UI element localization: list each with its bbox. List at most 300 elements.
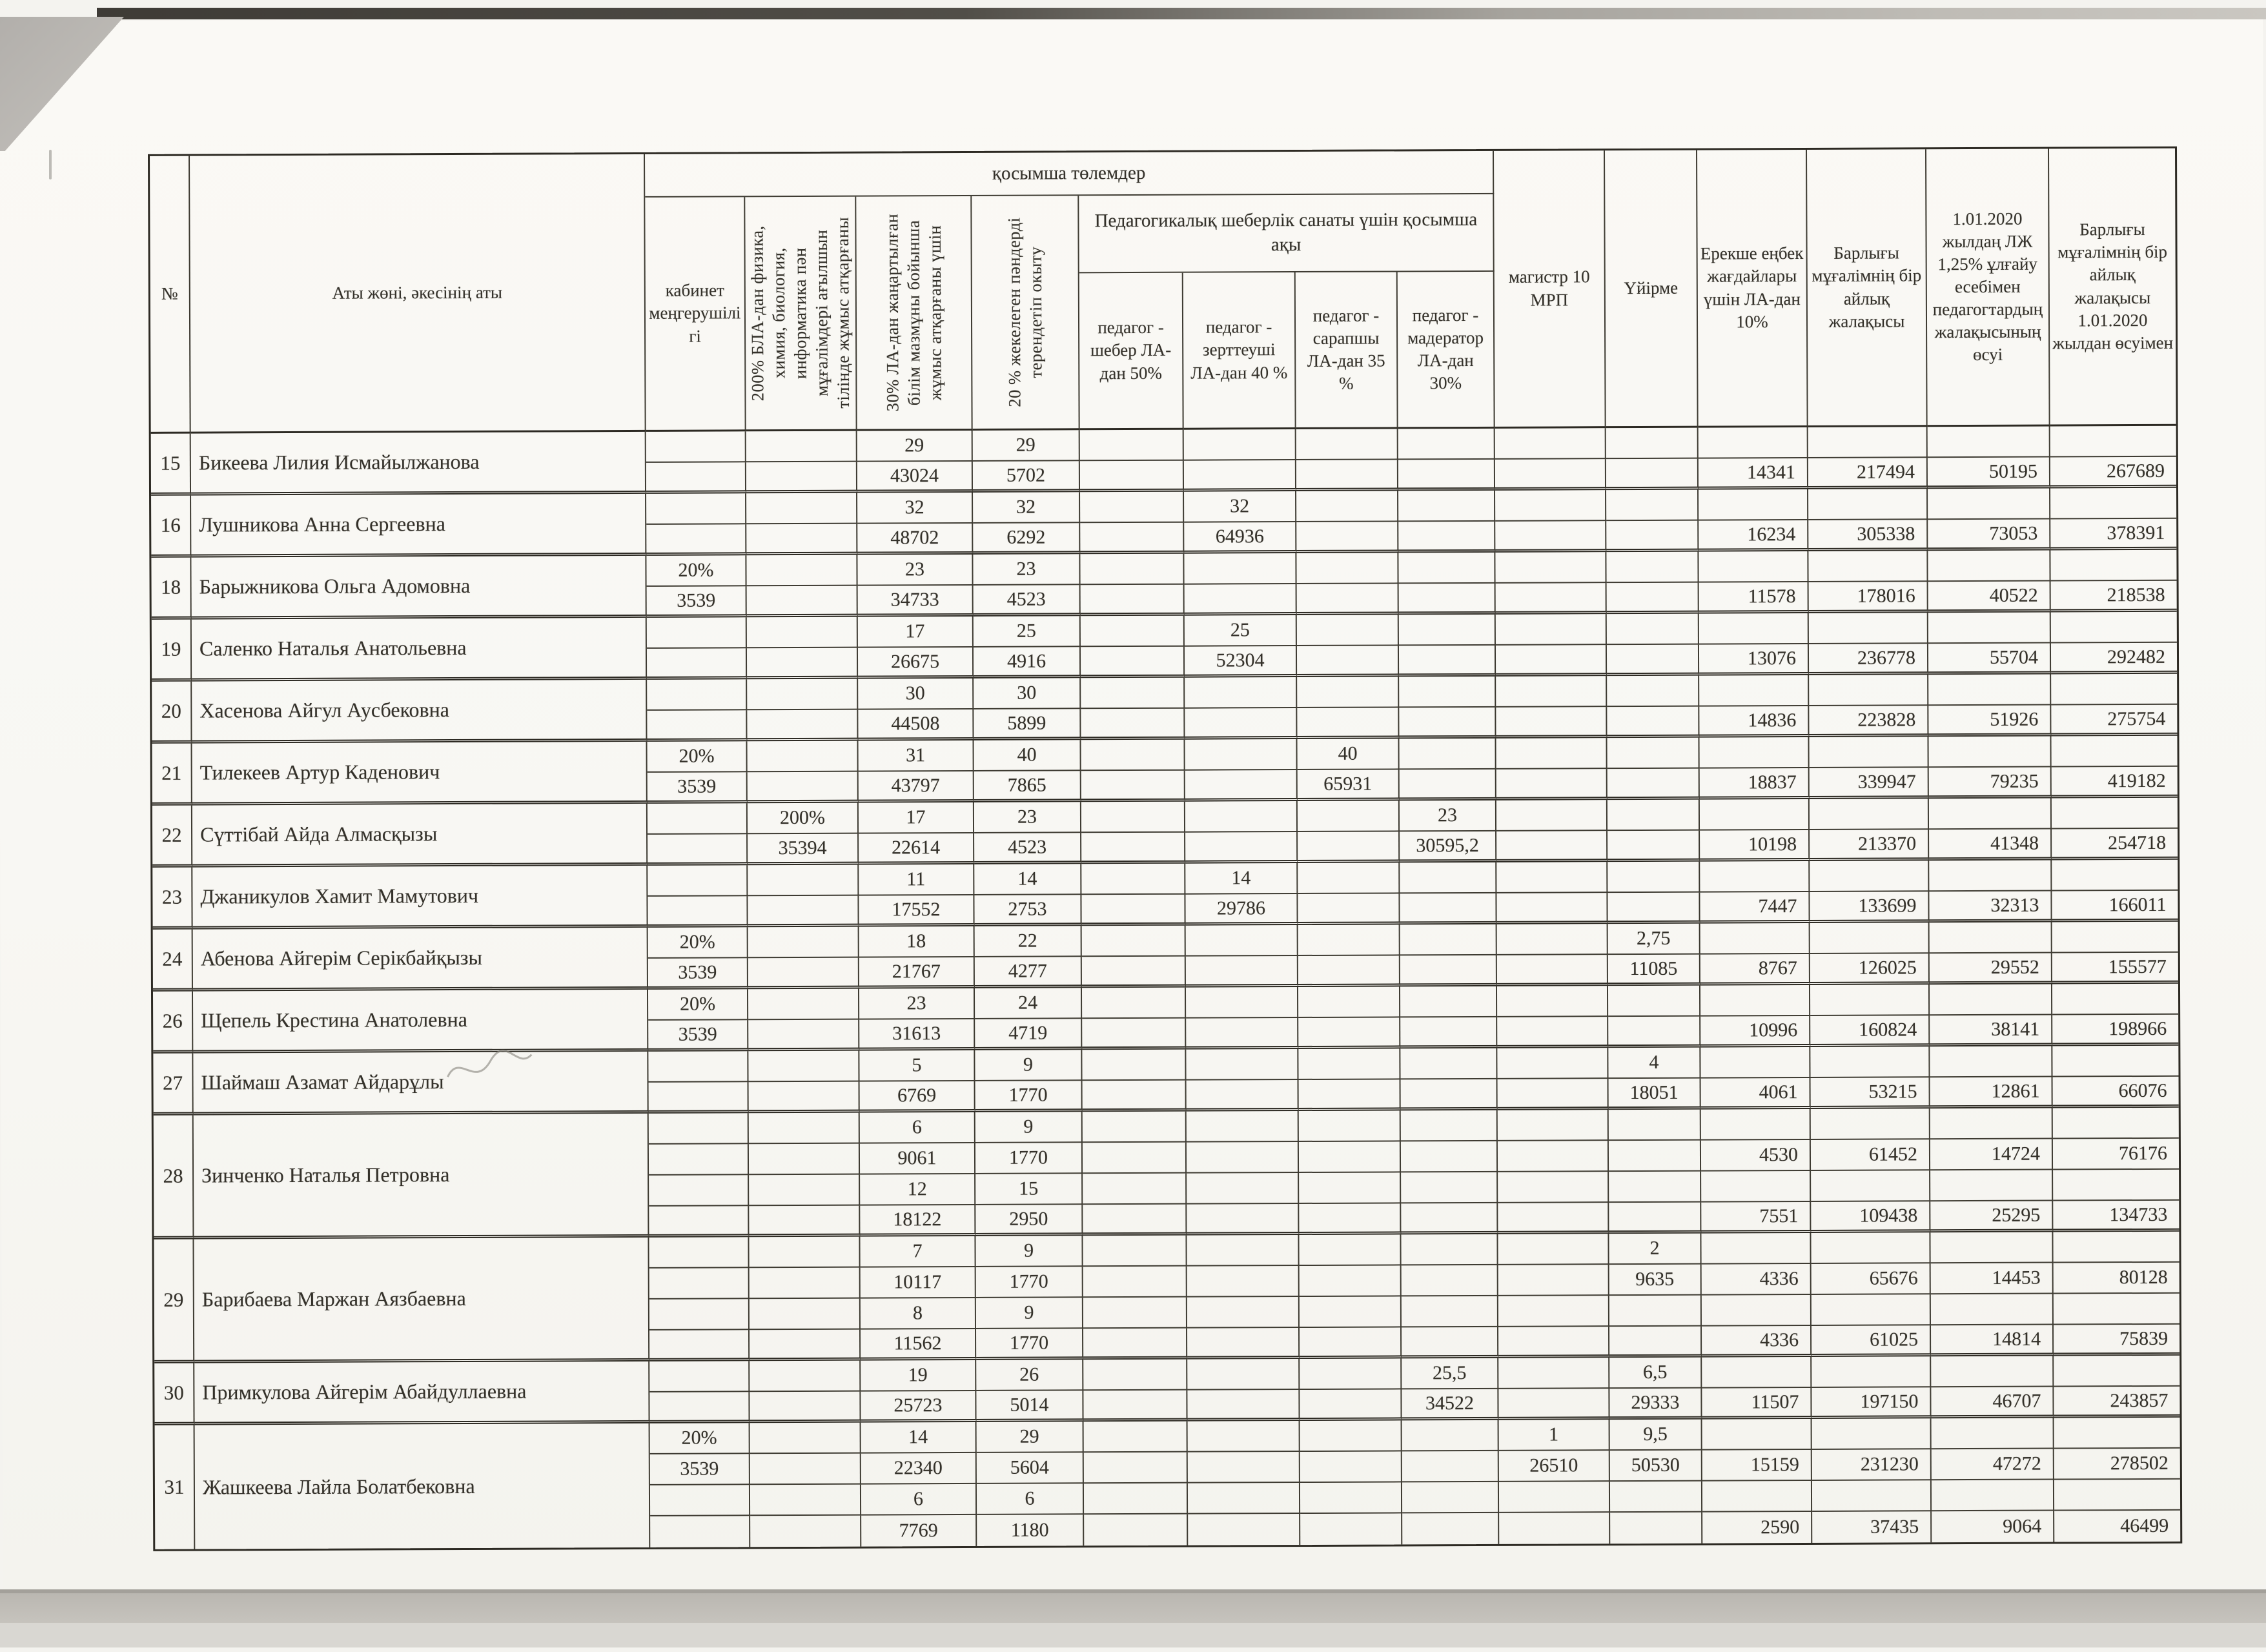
cell-barlygy-2020 [2050,488,2176,520]
cell-kabinet [649,1237,749,1269]
cell-la20 [975,988,1082,1019]
cell-osui [1931,1325,2054,1357]
header-group-pedagogical-mastery [1079,194,1494,273]
cell-erekshe [1700,830,1810,862]
cell-la30-label: 22340 [893,1457,943,1479]
cell-sarapshy [1299,1079,1401,1111]
cell-la30-label: 18122 [893,1208,942,1230]
cell-magistr [1496,645,1607,677]
cell-kabinet [648,741,748,773]
cell-sarapshy [1300,1358,1402,1390]
cell-la30-label: 17 [905,620,925,642]
cell-uiyrme-label: 50530 [1631,1454,1680,1476]
cell-kabinet [650,1516,750,1547]
cell-sheber [1084,1453,1188,1484]
cell-barlygy-2020 [2054,1325,2179,1356]
cell-zertteushi [1187,1266,1300,1298]
cell-uiyrme [1609,1110,1701,1141]
cell-maderator [1401,1110,1498,1142]
cell-magistr [1496,800,1608,831]
cell-uiyrme [1609,1079,1701,1110]
cell-magistr-label: 26510 [1529,1454,1578,1476]
header-erekshe [1697,150,1808,428]
cell-zertteushi [1185,739,1298,771]
cell-maderator [1401,1203,1498,1235]
header-pedagog-sarapshy-label: педагог - сарапшы ЛА-дан 35 % [1307,305,1385,393]
cell-sarapshy-label: 40 [1338,742,1358,764]
cell-la30 [858,709,974,741]
cell-barlygy-2020 [2054,1356,2179,1387]
cell-la20-label: 1770 [1008,1084,1048,1106]
cell-zertteushi-label: 29786 [1216,897,1266,919]
cell-barlygy-air [1808,520,1928,551]
cell-maderator [1399,584,1496,615]
cell-sarapshy [1299,1234,1401,1266]
cell-la20 [975,1236,1083,1267]
cell-sarapshy [1299,1203,1401,1235]
cell-la30-label: 23 [904,558,925,580]
cell-barlygy-air [1809,582,1928,613]
cell-la20 [973,492,1080,524]
cell-sheber [1083,1236,1187,1267]
cell-osui-label: 47272 [1992,1453,2041,1474]
cell-sheber [1083,1143,1187,1174]
cell-sarapshy [1298,1048,1400,1080]
cell-zertteushi [1187,1390,1300,1422]
cell-magistr [1495,521,1606,553]
cell-magistr [1498,1389,1609,1420]
cell-maderator-label: 25,5 [1432,1362,1467,1384]
cell-magistr-label: 1 [1549,1423,1559,1445]
cell-barlygy-air-label: 197150 [1860,1390,1919,1412]
cell-barlygy-air-label: 236778 [1857,646,1916,669]
cell-barlygy-2020 [2051,705,2177,737]
header-kabinet [645,197,746,432]
cell-la30-label: 18 [906,930,926,952]
teacher-name [195,1423,651,1549]
teacher-name [191,494,646,558]
cell-sheber [1081,864,1185,895]
cell-la30 [861,1484,977,1516]
cell-la30-label: 14 [908,1426,928,1448]
cell-zertteushi-label: 14 [1231,867,1251,889]
cell-bla200 [746,524,857,556]
cell-osui [1930,1015,2052,1047]
cell-la20-label: 9 [1023,1116,1034,1137]
cell-sarapshy [1300,1420,1402,1452]
cell-kabinet [648,927,748,959]
cell-barlygy-2020-label: 66076 [2118,1079,2167,1101]
cell-zertteushi [1187,1297,1300,1329]
cell-la30-label: 22614 [892,836,941,858]
cell-la30-label: 31613 [892,1022,941,1044]
cell-erekshe-label: 8767 [1758,957,1797,979]
cell-la30-label: 48702 [890,526,939,548]
cell-osui-label: 51926 [1990,708,2039,730]
cell-barlygy-air-label: 213370 [1858,832,1917,855]
cell-maderator [1402,1358,1498,1390]
cell-maderator [1400,1017,1497,1049]
cell-erekshe [1700,985,1810,1017]
cell-barlygy-2020-label: 134733 [2109,1203,2168,1225]
header-magistr [1494,150,1606,429]
header-osui-2020-label: 1.01.2020 жылдаң ЛЖ 1,25% ұлғайу есебімен педагогтардың жалақысының өсуі [1932,209,2043,365]
cell-magistr [1498,1327,1609,1358]
cell-barlygy-air [1811,1108,1930,1140]
cell-barlygy-air [1810,861,1929,892]
cell-magistr [1496,676,1607,708]
cell-la20-label: 9 [1024,1301,1034,1323]
cell-zertteushi [1185,894,1298,926]
cell-magistr [1497,986,1608,1017]
row-number-label: 31 [164,1475,185,1498]
cell-bla200 [748,1020,859,1052]
cell-magistr [1499,1482,1610,1513]
cell-maderator [1398,491,1495,522]
cell-uiyrme [1609,1327,1702,1358]
cell-erekshe [1702,1450,1812,1482]
cell-la30 [861,1515,977,1547]
teacher-name-label: Барыжникова Ольга Адомовна [199,573,471,598]
cell-erekshe [1700,1047,1810,1079]
cell-erekshe [1700,799,1810,831]
cell-sarapshy [1300,1451,1402,1483]
cell-barlygy-2020 [2052,860,2178,892]
cell-la20 [973,461,1080,493]
cell-magistr [1495,428,1606,460]
cell-barlygy-air [1812,1263,1931,1295]
cell-osui [1930,1201,2053,1233]
cell-la20 [975,1112,1083,1143]
cell-la20 [974,647,1081,678]
header-barlygy-2020 [2049,148,2176,427]
cell-la30 [859,988,975,1020]
cell-sheber [1081,895,1185,926]
header-la30-label: 30% ЛА-дан жаңартылған білім мазмұны бойынша жұмыс атқарғаны үшін [882,214,945,412]
cell-uiyrme [1610,1420,1702,1451]
cell-la20-label: 5702 [1006,464,1045,486]
cell-bla200 [750,1423,861,1454]
cell-barlygy-2020 [2054,1263,2179,1294]
cell-uiyrme [1607,707,1699,739]
cell-uiyrme [1606,490,1699,522]
cell-zertteushi [1184,522,1296,554]
cell-magistr [1497,924,1608,955]
cell-barlygy-air-label: 339947 [1857,770,1916,793]
cell-la20 [976,1391,1083,1422]
row-number-label: 28 [163,1164,183,1187]
cell-sarapshy [1300,1482,1402,1514]
cell-maderator [1402,1389,1498,1421]
cell-zertteushi [1185,801,1298,833]
cell-barlygy-air [1809,737,1928,768]
cell-sheber [1081,709,1185,740]
cell-barlygy-2020 [2052,953,2178,984]
cell-osui [1929,892,2052,923]
teacher-name [191,432,646,496]
cell-barlygy-air [1812,1418,1932,1450]
cell-osui-label: 9064 [2003,1515,2042,1537]
cell-barlygy-2020 [2052,798,2178,830]
cell-erekshe [1699,613,1809,645]
cell-barlygy-air-label: 223828 [1857,708,1916,731]
cell-sarapshy [1299,1141,1401,1173]
cell-barlygy-2020-label: 278502 [2110,1452,2169,1474]
cell-bla200 [750,1268,861,1300]
cell-bla200 [750,1516,861,1547]
cell-kabinet [650,1454,750,1485]
cell-la30 [860,1081,975,1113]
scanner-top-shadow [97,8,2266,19]
cell-la30-label: 29 [904,434,924,456]
cell-bla200 [749,1237,860,1269]
cell-bla200 [750,1361,861,1392]
cell-la20-label: 7865 [1007,774,1046,796]
row-number-label: 23 [161,885,182,908]
cell-bla200 [746,462,857,494]
cell-zertteushi [1184,460,1296,492]
cell-la20 [975,1143,1083,1174]
cell-la30 [859,1019,975,1051]
cell-magistr [1495,490,1606,522]
cell-la20 [974,709,1081,740]
cell-uiyrme [1609,1296,1702,1327]
cell-uiyrme-label: 6,5 [1642,1361,1668,1383]
cell-barlygy-2020 [2051,736,2177,768]
cell-magistr [1496,707,1607,739]
cell-zertteushi [1187,1111,1299,1143]
cell-barlygy-2020 [2052,1015,2178,1046]
row-number [154,1239,194,1363]
cell-uiyrme-label: 9,5 [1643,1423,1668,1445]
cell-sheber [1080,554,1184,586]
cell-sheber [1083,1081,1187,1112]
cell-maderator [1401,1234,1498,1266]
header-barlygy-monthly-label: Барлығы мұғалімнің бір айлық жалақысы [1812,243,1922,331]
cell-barlygy-2020-label: 155577 [2108,955,2167,977]
cell-la20 [975,957,1082,988]
cell-la20 [974,802,1081,833]
row-number [152,806,192,868]
cell-la20 [975,1019,1082,1050]
row-number [153,930,193,992]
cell-sheber [1081,771,1185,802]
cell-zertteushi [1187,1080,1299,1112]
cell-kabinet [649,1268,750,1300]
cell-uiyrme [1608,769,1700,801]
header-la30 [856,196,972,431]
header-barlygy-monthly [1807,149,1928,427]
header-pedagog-zertteushi [1183,272,1296,430]
cell-magistr [1497,955,1608,986]
cell-la20 [973,430,1080,462]
cell-sarapshy [1298,924,1400,956]
pen-squiggle-mark [445,1048,542,1094]
cell-osui [1930,1108,2053,1140]
cell-la30-label: 6 [913,1488,924,1510]
cell-uiyrme [1608,924,1700,955]
cell-erekshe-label: 4336 [1759,1268,1799,1290]
cell-barlygy-2020 [2053,1170,2179,1201]
cell-sarapshy [1300,1265,1402,1297]
cell-erekshe-label: 2590 [1761,1516,1800,1538]
cell-bla200 [748,1051,859,1083]
cell-la30 [857,431,973,462]
cell-bla200 [746,431,857,463]
header-group-additional-payments [645,151,1494,198]
row-number-label: 20 [161,699,181,722]
cell-barlygy-2020 [2054,1480,2180,1511]
cell-uiyrme [1606,459,1699,491]
cell-zertteushi [1185,584,1297,616]
cell-la20-label: 23 [1017,806,1037,828]
cell-la20-label: 40 [1017,744,1037,766]
cell-kabinet [649,1206,749,1238]
cell-uiyrme [1607,614,1699,646]
cell-uiyrme [1609,1234,1701,1265]
cell-la30-label: 11562 [893,1332,942,1354]
header-bla200 [745,197,857,432]
cell-kabinet [649,1082,749,1114]
cell-la30-label: 31 [906,744,926,766]
teacher-name [193,928,648,992]
cell-bla200 [750,1485,861,1516]
cell-zertteushi-label: 64936 [1215,525,1264,547]
cell-bla200 [748,834,859,866]
cell-la30 [858,648,974,679]
cell-magistr [1498,1172,1609,1203]
cell-kabinet-label: 3539 [680,1458,719,1480]
header-pedagog-maderator [1398,272,1495,429]
cell-zertteushi [1186,1049,1298,1081]
cell-la20 [974,585,1081,617]
cell-barlygy-air [1812,1449,1932,1481]
teacher-name-label: Саленко Наталья Анатольевна [199,635,467,660]
scanner-bottom-band-light [0,1623,2266,1647]
cell-sarapshy [1298,1017,1400,1049]
cell-barlygy-2020 [2053,1077,2179,1108]
cell-barlygy-2020 [2053,1108,2179,1139]
cell-uiyrme [1610,1513,1702,1544]
cell-barlygy-2020-label: 292482 [2107,646,2166,668]
cell-osui-label: 40522 [1989,584,2038,606]
cell-sarapshy [1296,491,1398,522]
cell-zertteushi [1184,553,1296,585]
cell-magistr [1498,1265,1609,1296]
cell-barlygy-air [1811,1201,1930,1233]
cell-barlygy-2020-label: 218538 [2107,584,2165,606]
cell-la20-label: 1770 [1010,1332,1049,1354]
row-number-label: 26 [162,1009,183,1032]
cell-la20-label: 4523 [1008,836,1047,858]
cell-zertteushi [1188,1483,1300,1514]
cell-kabinet [646,493,746,525]
cell-osui [1928,644,2051,675]
cell-barlygy-air-label: 61025 [1870,1328,1919,1351]
cell-maderator [1398,522,1495,553]
cell-barlygy-2020 [2052,767,2178,799]
cell-la20 [974,678,1081,709]
row-number-label: 29 [163,1288,184,1311]
cell-uiyrme [1608,800,1700,831]
cell-la20-label: 25 [1016,620,1036,642]
cell-sheber [1082,957,1186,988]
cell-barlygy-2020 [2051,612,2177,644]
teacher-name-label: Щепель Крестина Анатолевна [201,1007,467,1032]
teacher-name [192,804,648,868]
row-number [151,496,191,558]
cell-erekshe [1700,861,1810,893]
cell-sheber [1083,1174,1187,1205]
cell-zertteushi [1187,1142,1299,1174]
cell-barlygy-2020 [2052,984,2178,1015]
cell-zertteushi [1188,1514,1300,1545]
cell-erekshe [1699,458,1808,490]
cell-la20-label: 5014 [1010,1394,1049,1416]
cell-bla200 [749,1082,860,1114]
cell-maderator [1402,1482,1499,1514]
cell-kabinet-label: 3539 [678,961,717,983]
cell-barlygy-air [1810,1046,1930,1078]
cell-la30-label: 9061 [897,1147,937,1169]
cell-uiyrme [1609,1172,1701,1203]
cell-sheber [1083,1329,1187,1360]
cell-osui [1928,582,2051,613]
header-bla200-label: 200% БЛА-дан физика, химия, биология, информатика пән мұғалімдері ағылшын тілінде жұмыс атқарғаны [747,217,853,409]
row-number [153,1054,193,1116]
cell-la30-label: 6 [912,1116,922,1138]
cell-barlygy-2020 [2051,581,2177,613]
cell-kabinet [648,1051,748,1083]
cell-bla200 [750,1392,861,1423]
cell-maderator [1402,1296,1498,1328]
cell-sarapshy [1300,1296,1402,1328]
cell-kabinet [650,1485,750,1516]
cell-barlygy-air [1812,1387,1931,1419]
cell-barlygy-2020-label: 75839 [2119,1327,2169,1349]
cell-barlygy-air [1810,984,1930,1016]
cell-barlygy-air [1810,892,1929,923]
cell-la30-label: 5 [912,1054,922,1076]
cell-osui-label: 73053 [1989,522,2038,544]
cell-barlygy-air-label: 65676 [1869,1267,1918,1289]
cell-sarapshy [1297,677,1399,708]
header-magistr-label: магистр 10 МРП [1508,267,1590,310]
cell-kabinet [649,1361,750,1392]
cell-la30 [857,493,973,524]
cell-osui [1930,923,2052,954]
cell-la20-label: 22 [1017,930,1037,952]
cell-maderator-label: 30595,2 [1416,834,1479,856]
cell-la30-label: 43024 [890,464,939,486]
cell-osui [1928,427,2050,458]
cell-bla200 [749,1206,860,1238]
cell-zertteushi [1185,677,1297,709]
cell-la20 [975,1050,1082,1081]
cell-kabinet [649,1392,750,1423]
cell-sheber [1081,833,1185,864]
cell-kabinet [649,1144,749,1176]
cell-uiyrme [1610,1451,1702,1482]
cell-kabinet [649,1175,749,1207]
teacher-name-label: Жашкеева Лайла Болатбековна [202,1474,475,1499]
cell-sarapshy [1298,801,1400,832]
teacher-name [192,618,647,682]
cell-kabinet [648,865,748,897]
cell-uiyrme [1607,645,1699,677]
cell-bla200 [748,772,859,804]
cell-sheber [1083,1298,1187,1329]
